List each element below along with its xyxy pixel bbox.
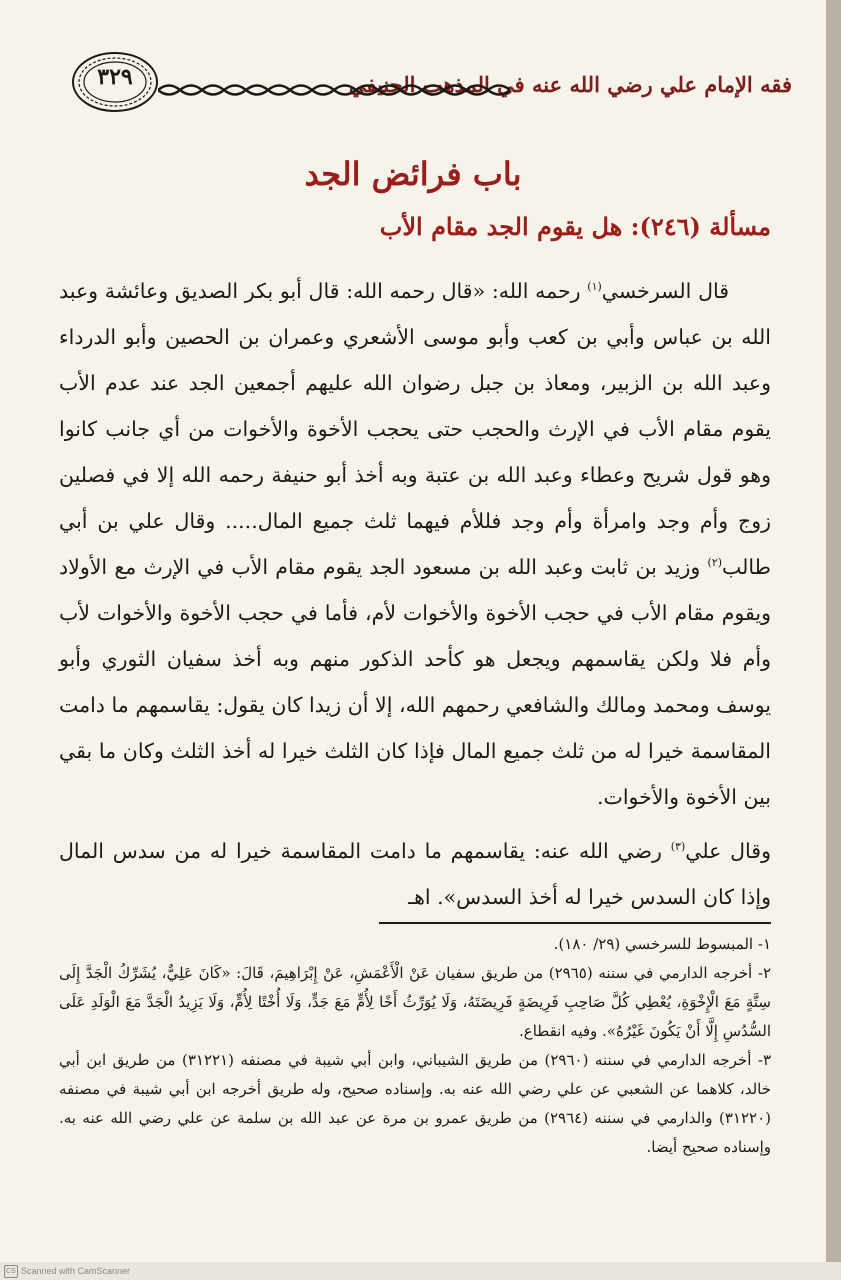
- text-run: رحمه الله: «قال رحمه الله: قال أبو بكر الصديق وعائشة وعبد الله بن عباس وأبي بن كعب وأبو موسى الأشعري وعمران بن الحصين وأبو الدرداء وعبد الله بن الزبير، ومعاذ بن جبل رضوان الله عليهم أجمعين الجد عند عدم الأب يقوم مقام الأب في الإرث والحجب حتى يحجب الأخوة والأخوات من أي جانب كانوا وهو قول شريح وعطاء وعبد الله بن عتبة وبه أخذ أبو حنيفة رحمه الله إلا في فصلين زوج وأم وجد وامرأة وأم وجد فللأم فيهما ثلث جميع المال..... وقال علي بن أبي طالب: [59, 279, 771, 579]
- scanner-label: Scanned with CamScanner: [21, 1266, 131, 1276]
- text-run: وقال علي: [685, 839, 771, 863]
- footnotes: [59, 930, 771, 1162]
- text-run: قال السرخسي: [601, 279, 730, 303]
- footnote: ١- المبسوط للسرخسي (٢٩/ ١٨٠).: [553, 935, 771, 953]
- text-run: وزيد بن ثابت وعبد الله بن مسعود الجد يقوم مقام الأب في الإرث مع الأولاد ويقوم مقام الأب في حجب الأخوة والأخوات لأم، فأما في حجب الأخوة والأخوات لأب وأم فلا ولكن يقاسمهم ويجعل هو كأحد الذكور منهم وبه أخذ سفيان الثوري وأبو يوسف ومحمد ومالك والشافعي رحمهم الله، إلا أن زيدا كان يقول: يقاسمهم ما دامت المقاسمة خيرا له من ثلث جميع المال فإذا كان الثلث خيرا له أخذ الثلث وكان ما بقي بين الأخوة والأخوات.: [59, 555, 771, 809]
- footnote: ٢- أخرجه الدارمي في سننه (٢٩٦٥) من طريق سفيان عَنْ الْأَعْمَشِ، عَنْ إِبْرَاهِيمَ، قَالَ: «كَانَ عَلِيٌّ، يُشَرِّكُ الْجَدَّ إِلَى سِتَّةٍ مَعَ الْإِخْوَةِ، يُعْطِي كُلَّ صَاحِبِ فَرِيضَةٍ فَرِيضَتَهُ، وَلَا يُوَرِّثُ أَخًا لِأُمٍّ مَعَ جَدٍّ، وَلَا أُخْتًا لِأُمٍّ، وَلَا يَزِيدُ الْجَدَّ مَعَ الْوَلَدِ عَلَى السُّدُسِ إِلَّا أَنْ يَكُونَ غَيْرُهُ». وفيه انقطاع.: [59, 964, 772, 1040]
- camscanner-icon: CS: [4, 1265, 18, 1278]
- ornament-divider: [158, 81, 510, 99]
- main-text: [59, 268, 771, 920]
- running-title: فقه الإمام علي رضي الله عنه في المذهب الحنيفي: [348, 72, 792, 97]
- footnote-ref: (٣): [670, 840, 686, 854]
- page-number-badge: [70, 50, 160, 114]
- footnote-ref: (١): [587, 280, 602, 294]
- page-number: ٣٢٩: [97, 64, 133, 90]
- page-edge: [826, 0, 841, 1262]
- page-header: [70, 50, 792, 120]
- text-run: رضي الله عنه: يقاسمهم ما دامت المقاسمة خيرا له من سدس المال وإذا كان السدس خيرا له أخذ السدس». اهـ: [59, 839, 771, 909]
- issue-title: مسألة (٢٤٦): هل يقوم الجد مقام الأب: [379, 212, 771, 241]
- footnote-separator: [379, 922, 771, 924]
- chapter-title: باب فرائض الجد: [304, 155, 522, 193]
- scanner-watermark: [4, 1264, 130, 1278]
- footnote-ref: (٢): [707, 556, 723, 570]
- paragraph: [59, 828, 771, 920]
- footnote: ٣- أخرجه الدارمي في سننه (٢٩٦٠) من طريق الشيباني، وابن أبي شيبة في مصنفه (٣١٢٢١) من طريق ابن أبي خالد، كلاهما عن الشعبي عن علي رضي الله عنه به. وإسناده صحيح، وله طريق أخرجه ابن أبي شيبة في مصنفه (٣١٢٢٠) والدارمي في سننه (٢٩٦٤) من طريق عمرو بن مرة عن عبد الله بن سلمة عن علي رضي الله عنه به. وإسناده صحيح أيضا.: [59, 1051, 771, 1156]
- paragraph: [59, 268, 771, 820]
